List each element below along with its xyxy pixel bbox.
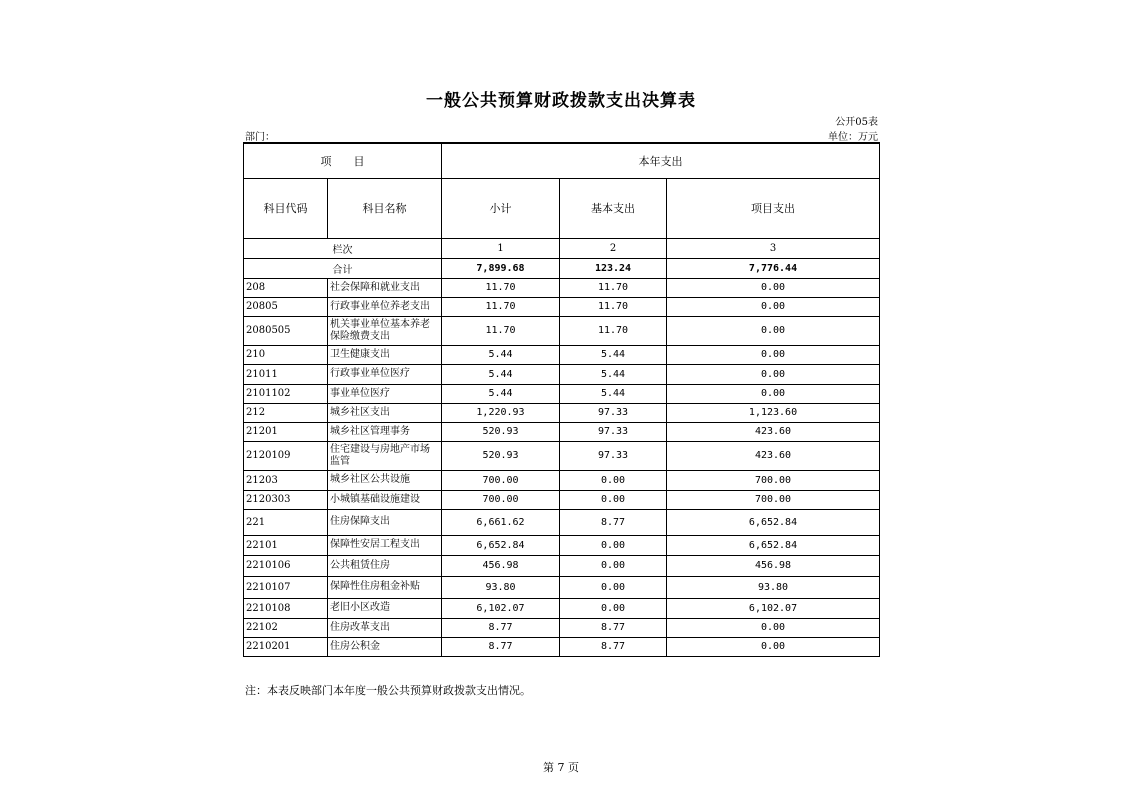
table-row [244, 364, 880, 384]
table-row [244, 345, 880, 364]
row-basic: 0.00 [560, 535, 667, 555]
row-code: 2120303 [244, 490, 328, 509]
total-basic: 123.24 [560, 258, 667, 278]
total-row [244, 258, 880, 278]
row-name: 小城镇基础设施建设 [328, 490, 442, 509]
total-subtotal: 7,899.68 [442, 258, 560, 278]
row-subtotal: 6,652.84 [442, 535, 560, 555]
row-subtotal: 5.44 [442, 384, 560, 403]
table-row [244, 618, 880, 637]
row-basic: 5.44 [560, 364, 667, 384]
row-name: 社会保障和就业支出 [328, 278, 442, 297]
row-code: 2210108 [244, 598, 328, 618]
row-name: 行政事业单位医疗 [328, 364, 442, 384]
row-subtotal: 93.80 [442, 576, 560, 598]
header-item-group: 项 目 [244, 143, 442, 178]
table-row [244, 470, 880, 490]
row-subtotal: 8.77 [442, 637, 560, 656]
unit-label: 单位：万元 [828, 132, 878, 143]
table-note: 注：本表反映部门本年度一般公共预算财政拨款支出情况。 [245, 684, 531, 697]
row-basic: 8.77 [560, 637, 667, 656]
row-project: 0.00 [667, 364, 880, 384]
row-project: 0.00 [667, 618, 880, 637]
row-subtotal: 8.77 [442, 618, 560, 637]
row-project: 456.98 [667, 555, 880, 576]
total-project: 7,776.44 [667, 258, 880, 278]
row-subtotal: 5.44 [442, 364, 560, 384]
row-subtotal: 6,661.62 [442, 509, 560, 535]
row-subtotal: 1,220.93 [442, 403, 560, 422]
row-name: 卫生健康支出 [328, 345, 442, 364]
row-project: 93.80 [667, 576, 880, 598]
row-basic: 0.00 [560, 555, 667, 576]
form-code: 公开05表 [835, 117, 878, 128]
column-order-2: 2 [560, 238, 667, 258]
expenditure-table [243, 142, 880, 657]
row-code: 20805 [244, 297, 328, 316]
row-code: 21203 [244, 470, 328, 490]
row-subtotal: 520.93 [442, 422, 560, 441]
row-project: 6,652.84 [667, 509, 880, 535]
row-name: 行政事业单位养老支出 [328, 297, 442, 316]
table-row [244, 490, 880, 509]
row-project: 0.00 [667, 297, 880, 316]
header-project: 项目支出 [667, 178, 880, 238]
row-name: 住宅建设与房地产市场监管 [328, 441, 442, 470]
row-basic: 97.33 [560, 441, 667, 470]
row-project: 0.00 [667, 316, 880, 345]
row-basic: 11.70 [560, 278, 667, 297]
row-subtotal: 700.00 [442, 490, 560, 509]
header-code: 科目代码 [244, 178, 328, 238]
row-code: 212 [244, 403, 328, 422]
department-label: 部门： [245, 132, 275, 143]
row-basic: 11.70 [560, 316, 667, 345]
row-code: 22102 [244, 618, 328, 637]
row-basic: 8.77 [560, 618, 667, 637]
row-name: 住房改革支出 [328, 618, 442, 637]
table-row [244, 441, 880, 470]
header-expense-group: 本年支出 [442, 143, 880, 178]
row-name: 机关事业单位基本养老保险缴费支出 [328, 316, 442, 345]
report-title: 一般公共预算财政拨款支出决算表 [426, 91, 696, 111]
row-basic: 0.00 [560, 576, 667, 598]
row-code: 2101102 [244, 384, 328, 403]
row-project: 1,123.60 [667, 403, 880, 422]
row-code: 2120109 [244, 441, 328, 470]
row-subtotal: 11.70 [442, 316, 560, 345]
row-project: 0.00 [667, 345, 880, 364]
row-name: 城乡社区管理事务 [328, 422, 442, 441]
row-basic: 0.00 [560, 470, 667, 490]
row-code: 2210107 [244, 576, 328, 598]
row-subtotal: 11.70 [442, 278, 560, 297]
row-code: 2080505 [244, 316, 328, 345]
row-name: 城乡社区公共设施 [328, 470, 442, 490]
page-number: 第 7 页 [543, 761, 579, 774]
table-row [244, 598, 880, 618]
header-subtotal: 小计 [442, 178, 560, 238]
table-row [244, 278, 880, 297]
row-project: 423.60 [667, 441, 880, 470]
table-row [244, 637, 880, 656]
row-subtotal: 700.00 [442, 470, 560, 490]
row-project: 700.00 [667, 490, 880, 509]
header-row-group [244, 143, 880, 178]
row-basic: 97.33 [560, 422, 667, 441]
row-project: 0.00 [667, 384, 880, 403]
row-code: 2210201 [244, 637, 328, 656]
row-basic: 5.44 [560, 345, 667, 364]
table-row [244, 576, 880, 598]
column-order-row [244, 238, 880, 258]
table-row [244, 297, 880, 316]
row-project: 0.00 [667, 637, 880, 656]
row-basic: 97.33 [560, 403, 667, 422]
row-subtotal: 5.44 [442, 345, 560, 364]
row-name: 保障性住房租金补贴 [328, 576, 442, 598]
row-code: 22101 [244, 535, 328, 555]
row-project: 6,652.84 [667, 535, 880, 555]
table-row [244, 316, 880, 345]
row-code: 21201 [244, 422, 328, 441]
table-row [244, 509, 880, 535]
total-label: 合计 [244, 258, 442, 278]
row-name: 事业单位医疗 [328, 384, 442, 403]
row-code: 208 [244, 278, 328, 297]
column-order-1: 1 [442, 238, 560, 258]
table-row [244, 422, 880, 441]
row-code: 2210106 [244, 555, 328, 576]
row-project: 6,102.07 [667, 598, 880, 618]
row-basic: 0.00 [560, 598, 667, 618]
row-code: 210 [244, 345, 328, 364]
row-subtotal: 11.70 [442, 297, 560, 316]
row-project: 700.00 [667, 470, 880, 490]
table-row [244, 555, 880, 576]
table-row [244, 535, 880, 555]
row-project: 0.00 [667, 278, 880, 297]
row-name: 住房公积金 [328, 637, 442, 656]
column-order-3: 3 [667, 238, 880, 258]
table-row [244, 403, 880, 422]
row-basic: 8.77 [560, 509, 667, 535]
row-code: 21011 [244, 364, 328, 384]
table-row [244, 384, 880, 403]
row-project: 423.60 [667, 422, 880, 441]
row-basic: 11.70 [560, 297, 667, 316]
header-row-columns [244, 178, 880, 238]
row-code: 221 [244, 509, 328, 535]
row-basic: 5.44 [560, 384, 667, 403]
row-name: 老旧小区改造 [328, 598, 442, 618]
row-name: 公共租赁住房 [328, 555, 442, 576]
row-name: 城乡社区支出 [328, 403, 442, 422]
header-basic: 基本支出 [560, 178, 667, 238]
row-subtotal: 456.98 [442, 555, 560, 576]
column-order-label: 栏次 [244, 238, 442, 258]
row-subtotal: 520.93 [442, 441, 560, 470]
header-name: 科目名称 [328, 178, 442, 238]
row-name: 保障性安居工程支出 [328, 535, 442, 555]
row-subtotal: 6,102.07 [442, 598, 560, 618]
row-name: 住房保障支出 [328, 509, 442, 535]
row-basic: 0.00 [560, 490, 667, 509]
